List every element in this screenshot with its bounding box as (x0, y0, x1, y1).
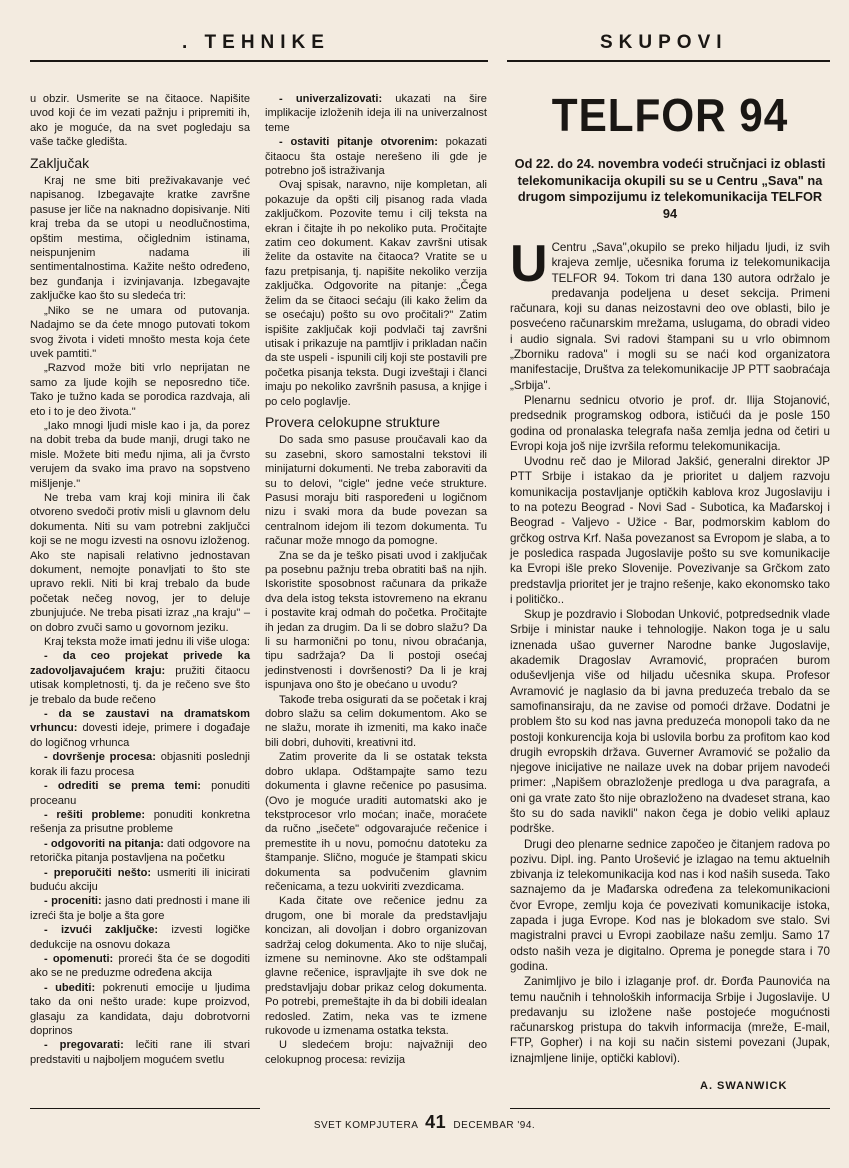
page-footer (0, 1112, 849, 1133)
list-item: - pregovarati: lečiti rane ili stvari predstaviti u najboljem mogućem svetlu (30, 1039, 251, 1066)
paragraph-lead: U Centru „Sava",okupilo se preko hiljadu ljudi, iz svih krajeva zemlje, učesnika foruma iz telekomunikacija TELFOR 94. Tokom tri dana 130 autora održalo je predavanja podeljena u deset sekcija. Primeni računara, koji su danas neizostavni deo ove oblasti, bilo je posvećeno računarskim mrežama, uslugama, do obradi video i audio signala. Svi radovi štampani su u vrlo obimnom „Zborniku radova" i mogli su se naći kod organizatora manifestacije, Društva za telekomunikacije JP PTT saobraćaja „Srbija". (510, 235, 830, 392)
page-number: 41 (425, 1112, 447, 1132)
section-header-tehnike: . TEHNIKE (182, 32, 330, 53)
list-item: - ubediti: pokrenuti emocije u ljudima tako da oni nešto urade: kupe proizvod, glasaju za kandidata, daju dobrotvorni doprinos (30, 981, 250, 1037)
list-item: - univerzalizovati: ukazati na šire implikacije izloženih ideja ili na univerzalnost teme (265, 93, 487, 134)
list-item: - opomenuti: proreći šta će se dogoditi ako se ne preduzme određena akcija (30, 952, 250, 980)
article-deck: Od 22. do 24. novembra vodeći stručnjaci iz oblasti telekomunikacija okupili su se u Centru „Sava" na drugom simpozijumu iz telekomunikacija TELFOR 94 (514, 156, 826, 221)
list-item: - dovršenje procesa: objasniti poslednji korak ili fazu procesa (30, 751, 250, 778)
list-item: - izvući zaključke: izvesti logičke dedukcije na osnovu dokaza (30, 924, 250, 951)
list-item: - rešiti probleme: ponuditi konkretna rešenja za prisutne probleme (30, 808, 250, 836)
drop-cap: U (510, 235, 548, 293)
paragraph: Plenarnu sednicu otvorio je prof. dr. Ilija Stojanović, predsednik programskog odbora, ističući da je posle 150 godina od pronalaska telegrafa naša zemlja jedna od četiri u Evropi koja još nije izvršila reformu telekomunikacija. (510, 393, 830, 453)
list-item: - proceniti: jasno dati prednosti i mane ili izreći šta je bolje a šta gore (30, 895, 250, 922)
subheading-zakljucak: Zaključak (30, 154, 90, 171)
paragraph: u obzir. Usmerite se na čitaoce. Napišite uvod koji će im vezati pažnju i pripremiti ih, ako je moguće, da na svet pogledaju sa vaše tačke gledišta. (30, 93, 250, 149)
list-item: - odrediti se prema temi: ponuditi proceanu (30, 780, 250, 807)
paragraph: Takođe treba osigurati da se početak i kraj dobro slažu sa celim dokumentom. Ako se ne slažu, morate ih izmeniti, ma kako inače bili dobri, duhoviti, kreativni itd. (265, 693, 487, 749)
author-signature: A. SWANWICK (700, 1080, 788, 1092)
quote: „Iako mnogi ljudi misle kao i ja, da porez na dobit treba da bude manji, drugi tako ne misle. Možete biti među njima, ali ja čvrsto verujem da svako ima pravo na sopstveno mišljenje." (30, 419, 250, 490)
paragraph: Drugi deo plenarne sednice započeo je čitanjem radova po pozivu. Dipl. ing. Panto Urošević je izlagao na temu aktuelnih zbivanja iz telekomunikacija kod nas i kod naših suseda. Tako saznajemo da je Mađarska određena za telekomunikacioni čvor Evrope, zemlju koja će povezivati komunikacije istoka, zapada i juga Evrope. Kod nas je blokadom sve stalo. Svi magistralni pravci u Evropi zaobilaze našu zemlju. Samo 17 odsto naših veza je digitalno. Oprema je ponegde stara i 70 godina. (510, 837, 830, 973)
footer-rule-left (30, 1108, 260, 1109)
subheading-provera: Provera celokupne strukture (265, 413, 441, 430)
column-2 (265, 92, 487, 1067)
quote: „Razvod može biti vrlo neprijatan ne samo za ljude kojih se neposredno tiče. Tako je tužno kada se porodica razdvaja, ali eto i to je deo života." (30, 362, 250, 418)
paragraph: Ne treba vam kraj koji minira ili čak otvoreno svedoči protiv misli u glavnom delu dokumenta. Niti su vam potrebni zaključci koji se ne mogu izvesti na osnovu izloženog. Ako ste napisali relativno jednostavan dokument, nemojte ponavljati to što ste upravo rekli. Niti bi kraj trebalo da bude početak nečeg novog, jer to deluje zbunjujuće. Ne treba pisati izraz „na kraju" – on dobro zvuči samo u govornom jeziku. (30, 491, 250, 634)
paragraph: Uvodnu reč dao je Milorad Jakšić, generalni direktor JP PTT Srbije i istakao da je prioritet u daljem razvoju komunikacija postavljanje optičkih kablova kroz Jugoslaviju i to na potezu Beograd - Novi Sad - Subotica, ka Mađarskoj i Beograd - Valjevo - Užice - Bar, podmorskim kablom do grčkog ostrva Krf. Naša povezanost sa Evropom je slaba, a to je posledica raspada Jugoslavije pošto su sve komunikacije ka Evropi išle preko Slovenije. Povezivanje sa Grčkom zato predstavlja prioritet jer je trajno rešenje, kako ekonomsko tako i političko.. (510, 455, 830, 606)
list-item: - da se zaustavi na dramatskom vrhuncu: dovesti ideje, primere i događaje do logičnog vrhunca (30, 708, 250, 749)
section-header-skupovi: SKUPOVI (600, 32, 728, 53)
list-item: - preporučiti nešto: usmeriti ili inicirati buduću akciju (30, 866, 250, 893)
paragraph: Zna se da je teško pisati uvod i zaključak pa posebnu pažnju treba obratiti baš na njih. Iskoristite sposobnost računara da prikaže dva dela istog teksta istovremeno na ekranu i postavite kraj odmah do početka. Pročitajte ih jedan za drugim. Da li se dobro slažu? Da li su harmonični po tonu, nivou obraćanja, tipu sadržaja? Da li postoji osećaj jedinstvenosti i dovršenosti? Da li je kraj ispunjava ono što je obećano u uvodu? (265, 549, 487, 692)
list-conclusion-roles (30, 649, 250, 1067)
column-1 (30, 92, 250, 1067)
paragraph: Kada čitate ove rečenice jednu za drugom, one bi morale da predstavljaju koncizan, ali dovoljan i dobro organizovan sadržaj celog dokumenta. Ako to nije slučaj, izmene su neminovne. Ako ste odštampali glavne rečenice, ispravljajte ih sve dok ne predstavljaju dobar prikaz celog dokumenta. Po potrebi, premeštajte ih da bi dobili idealan redosled. Zatim, neka vas te izmene rukovode u izmenama ostatka teksta. (265, 895, 487, 1037)
paragraph: Kraj ne sme biti preživakavanje već napisanog. Izbegavajte kratke završne pasuse jer liče na naknadno dopisivanje. Niti kraj treba da se utopi u neodlučnostima, opštim mestima, očiglednim istinama, neispunjenim nadama ili sentimentalnostima. Kažite nešto određeno, bez gunđanja i izvinjavanja. Izbegavajte zaključke kao što su sledeća tri: (30, 175, 250, 303)
paragraph: Do sada smo pasuse proučavali kao da su zasebni, skoro samostalni tekstovi ili minijaturni dokumenti. Ne treba zaboraviti da su to delovi, "cigle" jedne veće strukture. Pasusi moraju biti raspoređeni u logičnom nizu i svaki mora da bude povezan sa centralnom idejom ili tezom dokumenta. Tu računar može mnogo da pomogne. (265, 434, 487, 548)
list-item: - ostaviti pitanje otvorenim: pokazati čitaocu šta ostaje nerešeno ili gde je potrebno još istraživanja (265, 136, 487, 178)
list-item: - odgovoriti na pitanja: dati odgovore na retorička pitanja postavljena na početku (30, 837, 251, 865)
issue-date: DECEMBAR '94. (453, 1120, 536, 1131)
paragraph: Zanimljivo je bilo i izlaganje prof. dr. Đorđa Paunovića na temu naučnih i tehnoloških informacija Srbije i Jugoslavije. U predavanju su izložene naše postojeće mogućnosti računarskog pristupa do takvih informacija (mreže, E-mail, FTP, Gopher) i na koji su način sistemi povezani (Jupak, iznajmljene linije, optički kablovi). (510, 975, 830, 1065)
paragraph: Ovaj spisak, naravno, nije kompletan, ali pokazuje da opšti cilj pisanog rada vlada zaključkom. Pozovite temu i cilj teksta na ekran i čitajte ih po nekoliko puta. Pročitajte zatim ceo dokument. Kakav završni utisak želite da ostavite na čitaoca? Vratite se u fazu pretpisanja, tj. napišite nekoliko verzija zaključka. Odgovorite na pitanje: „Čega želim da se čitaoci sećaju (ili kako želim da se osećaju) pošto su ovo pročitali?" Zatim ispišite zaključak koji podvlači taj završni utisak i prikazuje na pamtljiv i prikladan način da ste uspeli - ispunili cilj koji ste postavili pre početka pisanja teksta. Dugi izveštaji i članci imaju po nekoliko završnih pasusa, a knjige i po celo poglavlje. (265, 179, 487, 408)
quote: „Niko se ne umara od putovanja. Nadajmo se da ćete mnogo putovati tokom svog života i videti mnošto mesta koja ćete uvek pamtiti." (30, 304, 250, 360)
paragraph: Skup je pozdravio i Slobodan Unković, potpredsednik vlade Srbije i ministar nauke i tehnologije. Nakon toga je u salu iznenada ušao guverner Narodne banke Jugoslavije, akademik Dragoslav Avramović, propraćen burom oduševljenja više od hiljadu učesnika skupa. Profesor Avramović je naglasio da bi javna preduzeća trebalo da se samofinansiraju, da ne zavise od pomoći države. Dodatni je problem što su kod nas javna preduzeća monopoli tako da ne postoji konkurencija koja bi uslovila borbu za profitom kao kod drugih evropskih država. Guverner Avramović se požalio da njegove inicijative ne nailaze uvek na dobar prijem navodeći primer: „Napišem obrazloženje predloga u dva paragrafa, a oni ga vrate zato što nije obrazloženo na dvadeset strana, kao što su do sada navikli" nakon čega je dobio veliki aplauz podrške. (510, 608, 830, 836)
magazine-name: SVET KOMPJUTERA (313, 1120, 418, 1131)
header-rule-left (30, 60, 488, 62)
list-item: - da ceo projekat privede ka zadovoljavajućem kraju: pružiti čitaocu utisak kompletnosti, tj. da je rečeno sve što je trebalo da bude rečeno (30, 650, 250, 706)
paragraph: Kraj teksta može imati jednu ili više uloga: (44, 636, 250, 649)
next-issue-note: U sledećem broju: najvažniji deo celokupnog procesa: revizija (265, 1039, 487, 1066)
footer-rule-right (510, 1108, 830, 1109)
paragraph: Zatim proverite da li se ostatak teksta dobro uklapa. Odštampajte samo tezu dokumenta i glavne rečenice po pasusima. (Ovo je moguće uraditi automatski ako je tekstprocesor vrlo moćan; inače, moraćete da ručno „isečete" odgovarajuće rečenice i premestite ih u novu, pomoćnu datoteku za štampanje. Slično, moguće je štampati skicu dokumenta sa podvučenim glavnim rečenicama, a tezu uokviriti zvezdicama. (265, 751, 487, 893)
header-rule-right (507, 60, 830, 62)
column-3-article (510, 235, 830, 1066)
article-title: TELFOR 94 (551, 89, 789, 141)
